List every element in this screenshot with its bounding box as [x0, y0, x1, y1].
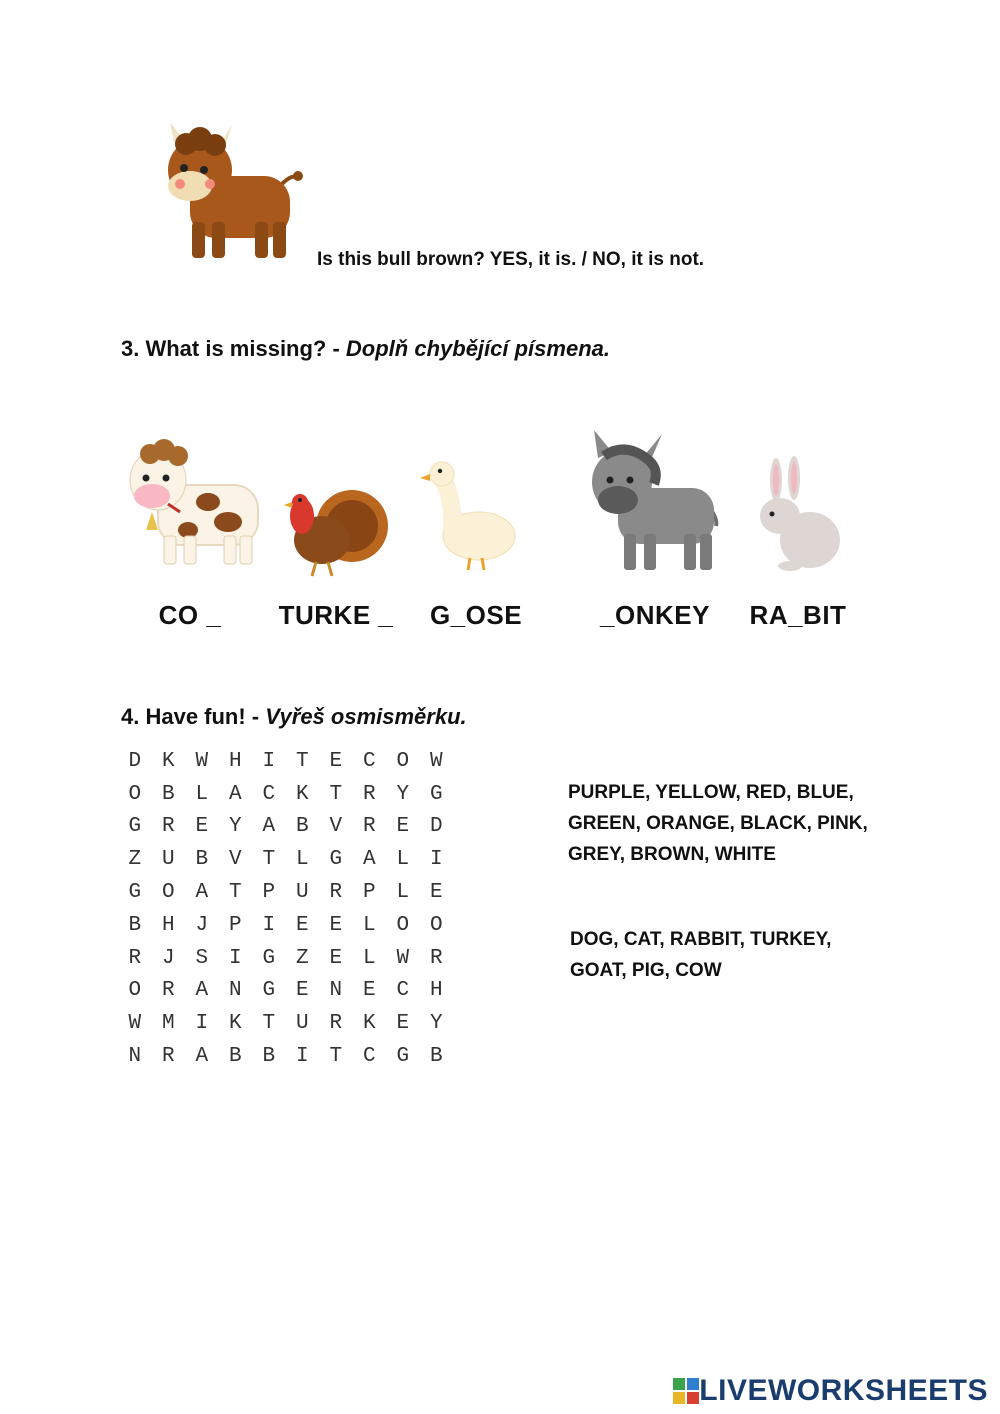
grid-cell[interactable]: T [329, 1045, 343, 1069]
grid-cell[interactable]: R [329, 881, 343, 905]
grid-cell[interactable]: O [429, 913, 443, 937]
grid-cell[interactable]: N [128, 1045, 142, 1069]
grid-cell[interactable]: A [195, 1045, 209, 1069]
grid-cell[interactable]: O [161, 881, 175, 905]
grid-cell[interactable]: E [396, 1012, 410, 1036]
section3-title: 3. What is missing? - [121, 336, 346, 361]
grid-cell[interactable]: L [295, 848, 309, 872]
grid-cell[interactable]: E [329, 913, 343, 937]
grid-cell[interactable]: B [128, 913, 142, 937]
grid-cell[interactable]: K [362, 1012, 376, 1036]
grid-cell[interactable]: L [396, 881, 410, 905]
grid-cell[interactable]: R [362, 815, 376, 839]
grid-cell[interactable]: R [362, 782, 376, 806]
grid-cell[interactable]: H [228, 749, 242, 773]
grid-cell[interactable]: S [195, 946, 209, 970]
grid-cell[interactable]: V [329, 815, 343, 839]
grid-cell[interactable]: T [262, 1012, 276, 1036]
logo-text: LIVEWORKSHEETS [699, 1374, 988, 1407]
missing-word-turkey[interactable]: TURKE _ [278, 600, 394, 630]
grid-cell[interactable]: E [396, 815, 410, 839]
turkey-image [280, 480, 390, 580]
animals-line: GOAT, PIG, COW [570, 960, 722, 981]
grid-cell[interactable]: A [195, 979, 209, 1003]
grid-cell[interactable]: I [295, 1045, 309, 1069]
grid-cell[interactable]: U [295, 881, 309, 905]
grid-cell[interactable]: G [262, 946, 276, 970]
section3-heading [121, 336, 610, 362]
colors-line: PURPLE, YELLOW, RED, BLUE, [568, 782, 854, 803]
grid-cell[interactable]: V [228, 848, 242, 872]
grid-cell[interactable]: O [128, 979, 142, 1003]
section3-subtitle: Doplň chybějící písmena. [345, 336, 610, 361]
grid-cell[interactable]: C [262, 782, 276, 806]
grid-cell[interactable]: E [362, 979, 376, 1003]
grid-cell[interactable]: Z [295, 946, 309, 970]
liveworksheets-logo [673, 1374, 988, 1408]
grid-row [118, 975, 453, 1008]
grid-cell[interactable]: G [128, 881, 142, 905]
logo-blocks-icon [673, 1378, 699, 1404]
grid-cell[interactable]: R [161, 1045, 175, 1069]
grid-cell[interactable]: B [228, 1045, 242, 1069]
grid-cell[interactable]: W [396, 946, 410, 970]
grid-cell[interactable]: E [295, 979, 309, 1003]
grid-cell[interactable]: O [396, 913, 410, 937]
grid-row [118, 811, 453, 844]
grid-row [118, 1040, 453, 1073]
grid-cell[interactable]: E [329, 946, 343, 970]
grid-cell[interactable]: U [295, 1012, 309, 1036]
grid-cell[interactable]: A [228, 782, 242, 806]
section4-heading [121, 704, 467, 730]
grid-cell[interactable]: R [128, 946, 142, 970]
grid-cell[interactable]: L [396, 848, 410, 872]
donkey-image [590, 428, 725, 573]
missing-word-goose[interactable]: G_OSE [429, 600, 523, 630]
grid-cell[interactable]: W [429, 749, 443, 773]
grid-row [118, 876, 453, 909]
grid-cell[interactable]: E [329, 749, 343, 773]
animals-line: DOG, CAT, RABBIT, TURKEY, [570, 929, 832, 950]
grid-cell[interactable]: A [362, 848, 376, 872]
grid-cell[interactable]: E [295, 913, 309, 937]
grid-cell[interactable]: L [362, 913, 376, 937]
grid-row [118, 843, 453, 876]
grid-cell[interactable]: R [329, 1012, 343, 1036]
section4-subtitle: Vyřeš osmisměrku. [265, 704, 467, 729]
grid-cell[interactable]: Y [429, 1012, 443, 1036]
colors-word-list [568, 777, 868, 870]
grid-cell[interactable]: K [295, 782, 309, 806]
grid-cell[interactable]: I [262, 913, 276, 937]
grid-cell[interactable]: E [429, 881, 443, 905]
grid-cell[interactable]: G [429, 782, 443, 806]
grid-cell[interactable]: A [262, 815, 276, 839]
grid-cell[interactable]: P [228, 913, 242, 937]
grid-cell[interactable]: R [161, 815, 175, 839]
grid-cell[interactable]: K [161, 749, 175, 773]
section4-title: 4. Have fun! - [121, 704, 266, 729]
grid-cell[interactable]: I [195, 1012, 209, 1036]
grid-cell[interactable]: L [362, 946, 376, 970]
cow-image [128, 430, 268, 570]
grid-cell[interactable]: G [262, 979, 276, 1003]
missing-word-donkey[interactable]: _ONKEY [600, 600, 710, 630]
colors-line: GREY, BROWN, WHITE [568, 844, 776, 865]
grid-cell[interactable]: K [228, 1012, 242, 1036]
grid-cell[interactable]: N [329, 979, 343, 1003]
grid-cell[interactable]: B [262, 1045, 276, 1069]
grid-cell[interactable]: O [128, 782, 142, 806]
grid-cell[interactable]: Y [228, 815, 242, 839]
grid-cell[interactable]: G [396, 1045, 410, 1069]
grid-cell[interactable]: I [228, 946, 242, 970]
grid-row [118, 1007, 453, 1040]
grid-row [118, 942, 453, 975]
grid-cell[interactable]: D [429, 815, 443, 839]
grid-cell[interactable]: B [295, 815, 309, 839]
grid-cell[interactable]: T [329, 782, 343, 806]
grid-cell[interactable]: C [362, 1045, 376, 1069]
grid-cell[interactable]: O [396, 749, 410, 773]
grid-row [118, 745, 453, 778]
grid-row [118, 909, 453, 942]
grid-cell[interactable]: H [429, 979, 443, 1003]
missing-word-rabbit[interactable]: RA_BIT [749, 600, 847, 630]
goose-image [424, 458, 519, 573]
grid-cell[interactable]: H [161, 913, 175, 937]
grid-cell[interactable]: P [262, 881, 276, 905]
grid-cell[interactable]: W [195, 749, 209, 773]
grid-cell[interactable]: L [195, 782, 209, 806]
grid-cell[interactable]: D [128, 749, 142, 773]
grid-cell[interactable]: I [429, 848, 443, 872]
bull-image [160, 118, 305, 263]
grid-cell[interactable]: C [362, 749, 376, 773]
bull-question: Is this bull brown? YES, it is. / NO, it is not. [317, 249, 705, 270]
colors-line: GREEN, ORANGE, BLACK, PINK, [568, 813, 868, 834]
grid-cell[interactable]: B [195, 848, 209, 872]
grid-cell[interactable]: T [262, 848, 276, 872]
grid-cell[interactable]: N [228, 979, 242, 1003]
grid-row [118, 778, 453, 811]
grid-cell[interactable]: T [228, 881, 242, 905]
word-search-grid[interactable] [118, 745, 453, 1073]
missing-word-cow[interactable]: CO _ [158, 600, 222, 630]
grid-cell[interactable]: A [195, 881, 209, 905]
grid-cell[interactable]: G [329, 848, 343, 872]
grid-cell[interactable]: J [161, 946, 175, 970]
grid-cell[interactable]: C [396, 979, 410, 1003]
grid-cell[interactable]: Z [128, 848, 142, 872]
grid-cell[interactable]: B [161, 782, 175, 806]
grid-cell[interactable]: R [429, 946, 443, 970]
grid-cell[interactable]: E [195, 815, 209, 839]
grid-cell[interactable]: J [195, 913, 209, 937]
grid-cell[interactable]: I [262, 749, 276, 773]
grid-cell[interactable]: U [161, 848, 175, 872]
animals-word-list [570, 924, 831, 986]
grid-cell[interactable]: W [128, 1012, 142, 1036]
grid-cell[interactable]: R [161, 979, 175, 1003]
rabbit-image [754, 458, 844, 573]
grid-cell[interactable]: M [161, 1012, 175, 1036]
grid-cell[interactable]: T [295, 749, 309, 773]
grid-cell[interactable]: G [128, 815, 142, 839]
grid-cell[interactable]: P [362, 881, 376, 905]
grid-cell[interactable]: B [429, 1045, 443, 1069]
grid-cell[interactable]: Y [396, 782, 410, 806]
